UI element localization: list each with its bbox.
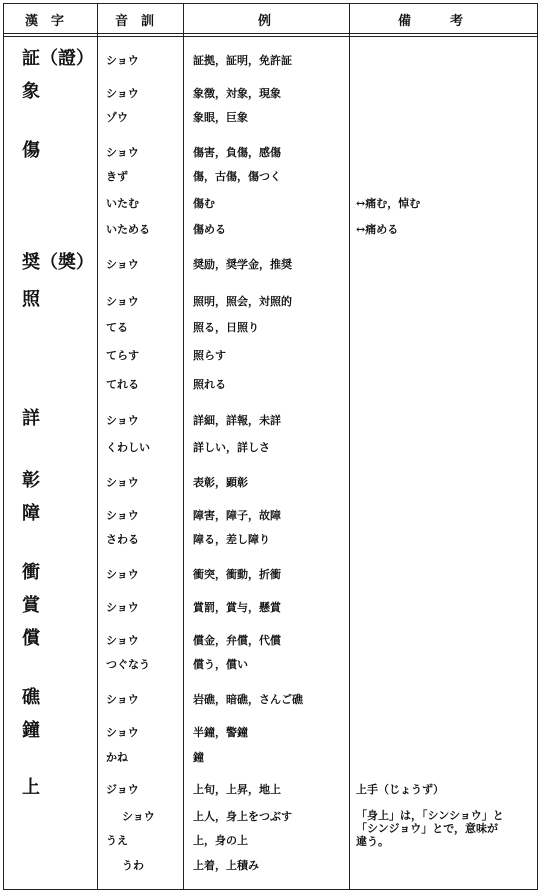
note-line: 「シンジョウ」とで，意味が: [356, 822, 499, 835]
reading-cell: ショウ: [106, 601, 139, 614]
example-cell: 象眼，巨象: [193, 111, 248, 124]
reading-cell: ショウ: [106, 509, 139, 522]
kanji-cell: 彰: [22, 470, 40, 491]
kanji-cell: 証（證）: [22, 48, 94, 69]
example-cell: 照れる: [193, 378, 226, 391]
reading-cell: うえ: [106, 834, 128, 847]
kanji-cell: 奨（奬）: [22, 252, 94, 273]
kanji-cell: 詳: [22, 408, 40, 429]
example-cell: 鐘: [193, 751, 204, 764]
example-cell: 詳しい，詳しさ: [193, 441, 270, 454]
column-divider: [97, 3, 98, 890]
table-border-left: [3, 3, 4, 890]
reading-cell: ショウ: [106, 414, 139, 427]
example-cell: 照る，日照り: [193, 321, 259, 334]
example-cell: 傷，古傷，傷つく: [193, 170, 281, 183]
note-shinjo: [356, 809, 504, 848]
reading-cell: うわ: [122, 859, 144, 872]
reading-cell: てる: [106, 321, 128, 334]
example-cell: 表彰，顕彰: [193, 476, 248, 489]
example-cell: 象徴，対象，現象: [193, 87, 281, 100]
example-cell: 償う，償い: [193, 658, 248, 671]
example-cell: 詳細，詳報，未詳: [193, 414, 281, 427]
example-cell: 奨励，奨学金，推奨: [193, 258, 292, 271]
table-border-bottom: [3, 889, 538, 890]
example-cell: 償金，弁償，代償: [193, 634, 281, 647]
reading-cell: きず: [106, 170, 128, 183]
example-cell: 傷む: [193, 197, 215, 210]
remark-cell: 上手（じょうず）: [356, 783, 444, 796]
reading-cell: てらす: [106, 349, 139, 362]
reading-cell: ショウ: [106, 258, 139, 271]
reading-cell: ショウ: [106, 476, 139, 489]
kanji-cell: 衝: [22, 562, 40, 583]
reading-cell: ショウ: [106, 693, 139, 706]
column-divider: [349, 3, 350, 890]
reading-cell: ショウ: [106, 54, 139, 67]
table-border-right: [537, 3, 538, 890]
header-divider: [3, 33, 538, 34]
header-divider-inner: [3, 36, 538, 37]
kanji-cell: 照: [22, 289, 40, 310]
column-header-onkun: 音 訓: [115, 14, 155, 29]
reading-cell: ゾウ: [106, 111, 128, 124]
kanji-cell: 償: [22, 628, 40, 649]
reading-cell: ショウ: [106, 726, 139, 739]
reading-cell: ショウ: [106, 634, 139, 647]
example-cell: 傷害，負傷，感傷: [193, 146, 281, 159]
example-cell: 岩礁，暗礁，さんご礁: [193, 693, 303, 706]
column-header-rei: 例: [258, 14, 272, 29]
reading-cell: てれる: [106, 378, 139, 391]
example-cell: 衝突，衝動，折衝: [193, 568, 281, 581]
kanji-cell: 礁: [22, 687, 40, 708]
reading-cell: いたむ: [106, 197, 139, 210]
reading-cell: ジョウ: [106, 783, 139, 796]
reading-cell: つぐなう: [106, 658, 150, 671]
example-cell: 賞罰，賞与，懸賞: [193, 601, 281, 614]
remark-cell: ↔痛める: [356, 223, 399, 236]
kanji-cell: 賞: [22, 595, 40, 616]
reading-cell: ショウ: [122, 810, 155, 823]
reading-cell: かね: [106, 751, 128, 764]
example-cell: 障る，差し障り: [193, 533, 270, 546]
reading-cell: ショウ: [106, 295, 139, 308]
kanji-cell: 象: [22, 81, 40, 102]
kanji-cell: 傷: [22, 140, 40, 161]
table-border-top: [3, 3, 538, 4]
kanji-cell: 障: [22, 503, 40, 524]
kanji-cell: 上: [22, 777, 40, 798]
column-header-kanji: 漢 字: [25, 14, 65, 29]
example-cell: 上旬，上昇，地上: [193, 783, 281, 796]
example-cell: 障害，障子，故障: [193, 509, 281, 522]
example-cell: 上人，身上をつぶす: [193, 810, 292, 823]
column-divider: [183, 3, 184, 890]
example-cell: 照らす: [193, 349, 226, 362]
example-cell: 傷める: [193, 223, 226, 236]
example-cell: 証拠，証明，免許証: [193, 54, 292, 67]
example-cell: 上，身の上: [193, 834, 248, 847]
example-cell: 半鐘，警鐘: [193, 726, 248, 739]
reading-cell: ショウ: [106, 87, 139, 100]
reading-cell: くわしい: [106, 441, 150, 454]
reading-cell: ショウ: [106, 568, 139, 581]
example-cell: 照明，照会，対照的: [193, 295, 292, 308]
note-line: 違う。: [356, 835, 389, 848]
column-header-biko: 備 考: [398, 14, 464, 29]
reading-cell: いためる: [106, 223, 150, 236]
example-cell: 上着，上積み: [193, 859, 259, 872]
reading-cell: ショウ: [106, 146, 139, 159]
remark-cell: ↔痛む，悼む: [356, 197, 421, 210]
kanji-cell: 鐘: [22, 720, 40, 741]
note-line: 「身上」は，「シンショウ」と: [356, 809, 504, 822]
reading-cell: さわる: [106, 533, 139, 546]
